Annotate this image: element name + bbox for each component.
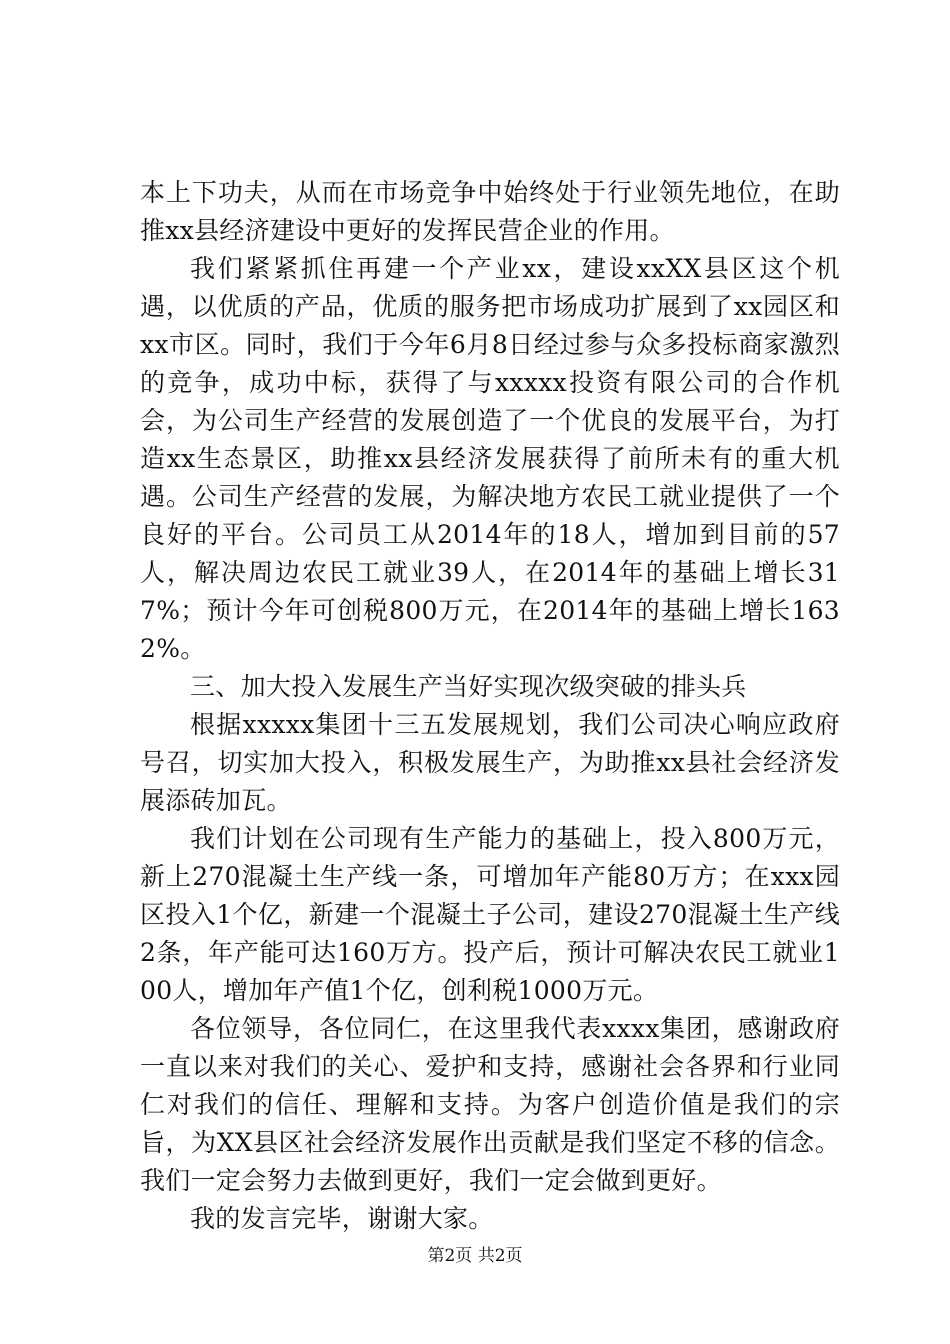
paragraph-plan: 根据xxxxx集团十三五发展规划，我们公司决心响应政府号召，切实加大投入，积极发展生产，为助推xx县社会经济发展添砖加瓦。 bbox=[140, 710, 840, 815]
paragraph-thanks: 各位领导，各位同仁，在这里我代表xxxx集团，感谢政府一直以来对我们的关心、爱护和支持，感谢社会各界和行业同仁对我们的信任、理解和支持。为客户创造价值是我们的宗旨，为XX县区社会经济发展作出贡献是我们坚定不移的信念。我们一定会努力去做到更好，我们一定会做到更好。 bbox=[140, 1014, 840, 1195]
paragraph-investment: 我们计划在公司现有生产能力的基础上，投入800万元，新上270混凝土生产线一条，可增加年产能80万方；在xxx园区投入1个亿，新建一个混凝土子公司，建设270混凝土生产线2条，年产能可达160万方。投产后，预计可解决农民工就业100人，增加年产值1个亿，创利税1000万元。 bbox=[140, 824, 840, 1005]
page-footer: 第2页 共2页 bbox=[427, 1246, 523, 1266]
paragraph-opportunity: 我们紧紧抓住再建一个产业xx，建设xxXX县区这个机遇，以优质的产品，优质的服务把市场成功扩展到了xx园区和xx市区。同时，我们于今年6月8日经过参与众多投标商家激烈的竞争，成功中标，获得了与xxxxx投资有限公司的合作机会，为公司生产经营的发展创造了一个优良的发展平台，为打造xx生态景区，助推xx县经济发展获得了前所未有的重大机遇。公司生产经营的发展，为解决地方农民工就业提供了一个良好的平台。公司员工从2014年的18人，增加到目前的57人，解决周边农民工就业39人，在2014年的基础上增长317%；预计今年可创税800万元，在2014年的基础上增长1632%。 bbox=[140, 254, 840, 663]
paragraph-closing: 我的发言完毕，谢谢大家。 bbox=[190, 1204, 494, 1233]
document-body bbox=[140, 174, 840, 1238]
paragraph-continuation: 本上下功夫，从而在市场竞争中始终处于行业领先地位，在助推xx县经济建设中更好的发挥民营企业的作用。 bbox=[140, 178, 840, 245]
section-heading-three: 三、加大投入发展生产当好实现次级突破的排头兵 bbox=[190, 672, 747, 701]
